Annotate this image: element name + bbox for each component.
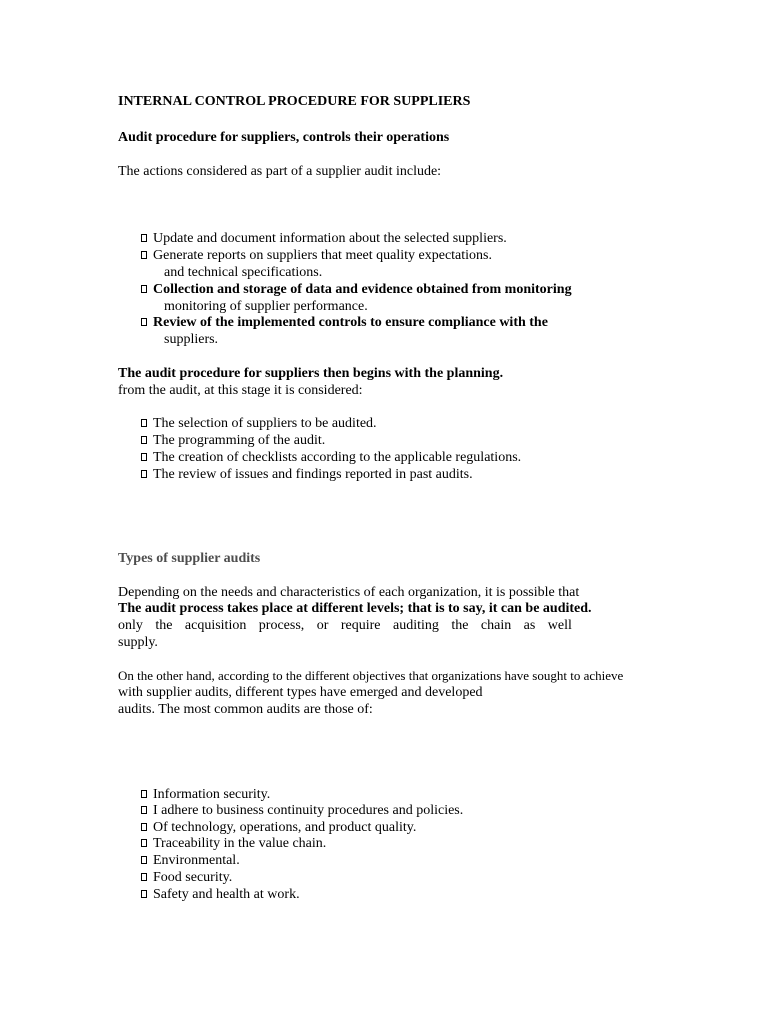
planning-heading: The audit procedure for suppliers then begins with the planning. <box>118 366 504 381</box>
section-heading: Types of supplier audits <box>118 551 261 566</box>
list-item: Food security. <box>141 869 232 886</box>
document-subtitle: Audit procedure for suppliers, controls their operations <box>118 130 450 145</box>
bullet-icon <box>141 419 147 427</box>
list-item: Collection and storage of data and evidence obtained from monitoring <box>141 281 572 298</box>
intro-text: The actions considered as part of a supplier audit include: <box>118 164 442 179</box>
list-item: Review of the implemented controls to ensure compliance with the <box>141 314 548 331</box>
list-item-continuation: suppliers. <box>164 332 219 347</box>
bullet-icon <box>141 470 147 478</box>
list-item: Of technology, operations, and product quality. <box>141 819 416 836</box>
paragraph-line: supply. <box>118 635 158 650</box>
list-item: Information security. <box>141 786 270 803</box>
bullet-icon <box>141 251 147 259</box>
list-item: The selection of suppliers to be audited. <box>141 415 377 432</box>
bullet-icon <box>141 436 147 444</box>
bullet-icon <box>141 839 147 847</box>
bullet-icon <box>141 234 147 242</box>
list-item: Update and document information about the selected suppliers. <box>141 230 507 247</box>
bullet-icon <box>141 318 147 326</box>
bullet-icon <box>141 823 147 831</box>
list-item: Environmental. <box>141 852 240 869</box>
list-item: The programming of the audit. <box>141 432 325 449</box>
list-item: The review of issues and findings reported in past audits. <box>141 466 473 483</box>
bullet-icon <box>141 806 147 814</box>
list-item: The creation of checklists according to the applicable regulations. <box>141 449 521 466</box>
list-item: I adhere to business continuity procedures and policies. <box>141 802 463 819</box>
paragraph-line: audits. The most common audits are those of: <box>118 702 373 717</box>
list-item: Generate reports on suppliers that meet quality expectations. <box>141 247 492 264</box>
bullet-icon <box>141 285 147 293</box>
paragraph-line: The audit process takes place at different levels; that is to say, it can be audited. <box>118 601 592 616</box>
paragraph-line-justified: only the acquisition process, or require auditing the chain as well <box>118 618 572 633</box>
bullet-icon <box>141 873 147 881</box>
paragraph-line: with supplier audits, different types have emerged and developed <box>118 685 483 700</box>
bullet-icon <box>141 856 147 864</box>
bullet-icon <box>141 453 147 461</box>
bullet-icon <box>141 890 147 898</box>
paragraph-line: On the other hand, according to the different objectives that organizations have sought to achieve <box>118 668 624 683</box>
bullet-icon <box>141 790 147 798</box>
paragraph-line: Depending on the needs and characteristics of each organization, it is possible that <box>118 585 580 600</box>
list-item: Safety and health at work. <box>141 886 300 903</box>
planning-continuation: from the audit, at this stage it is considered: <box>118 383 363 398</box>
list-item: Traceability in the value chain. <box>141 835 326 852</box>
list-item-continuation: monitoring of supplier performance. <box>164 299 368 314</box>
document-title: INTERNAL CONTROL PROCEDURE FOR SUPPLIERS <box>118 94 471 109</box>
list-item-continuation: and technical specifications. <box>164 265 323 280</box>
